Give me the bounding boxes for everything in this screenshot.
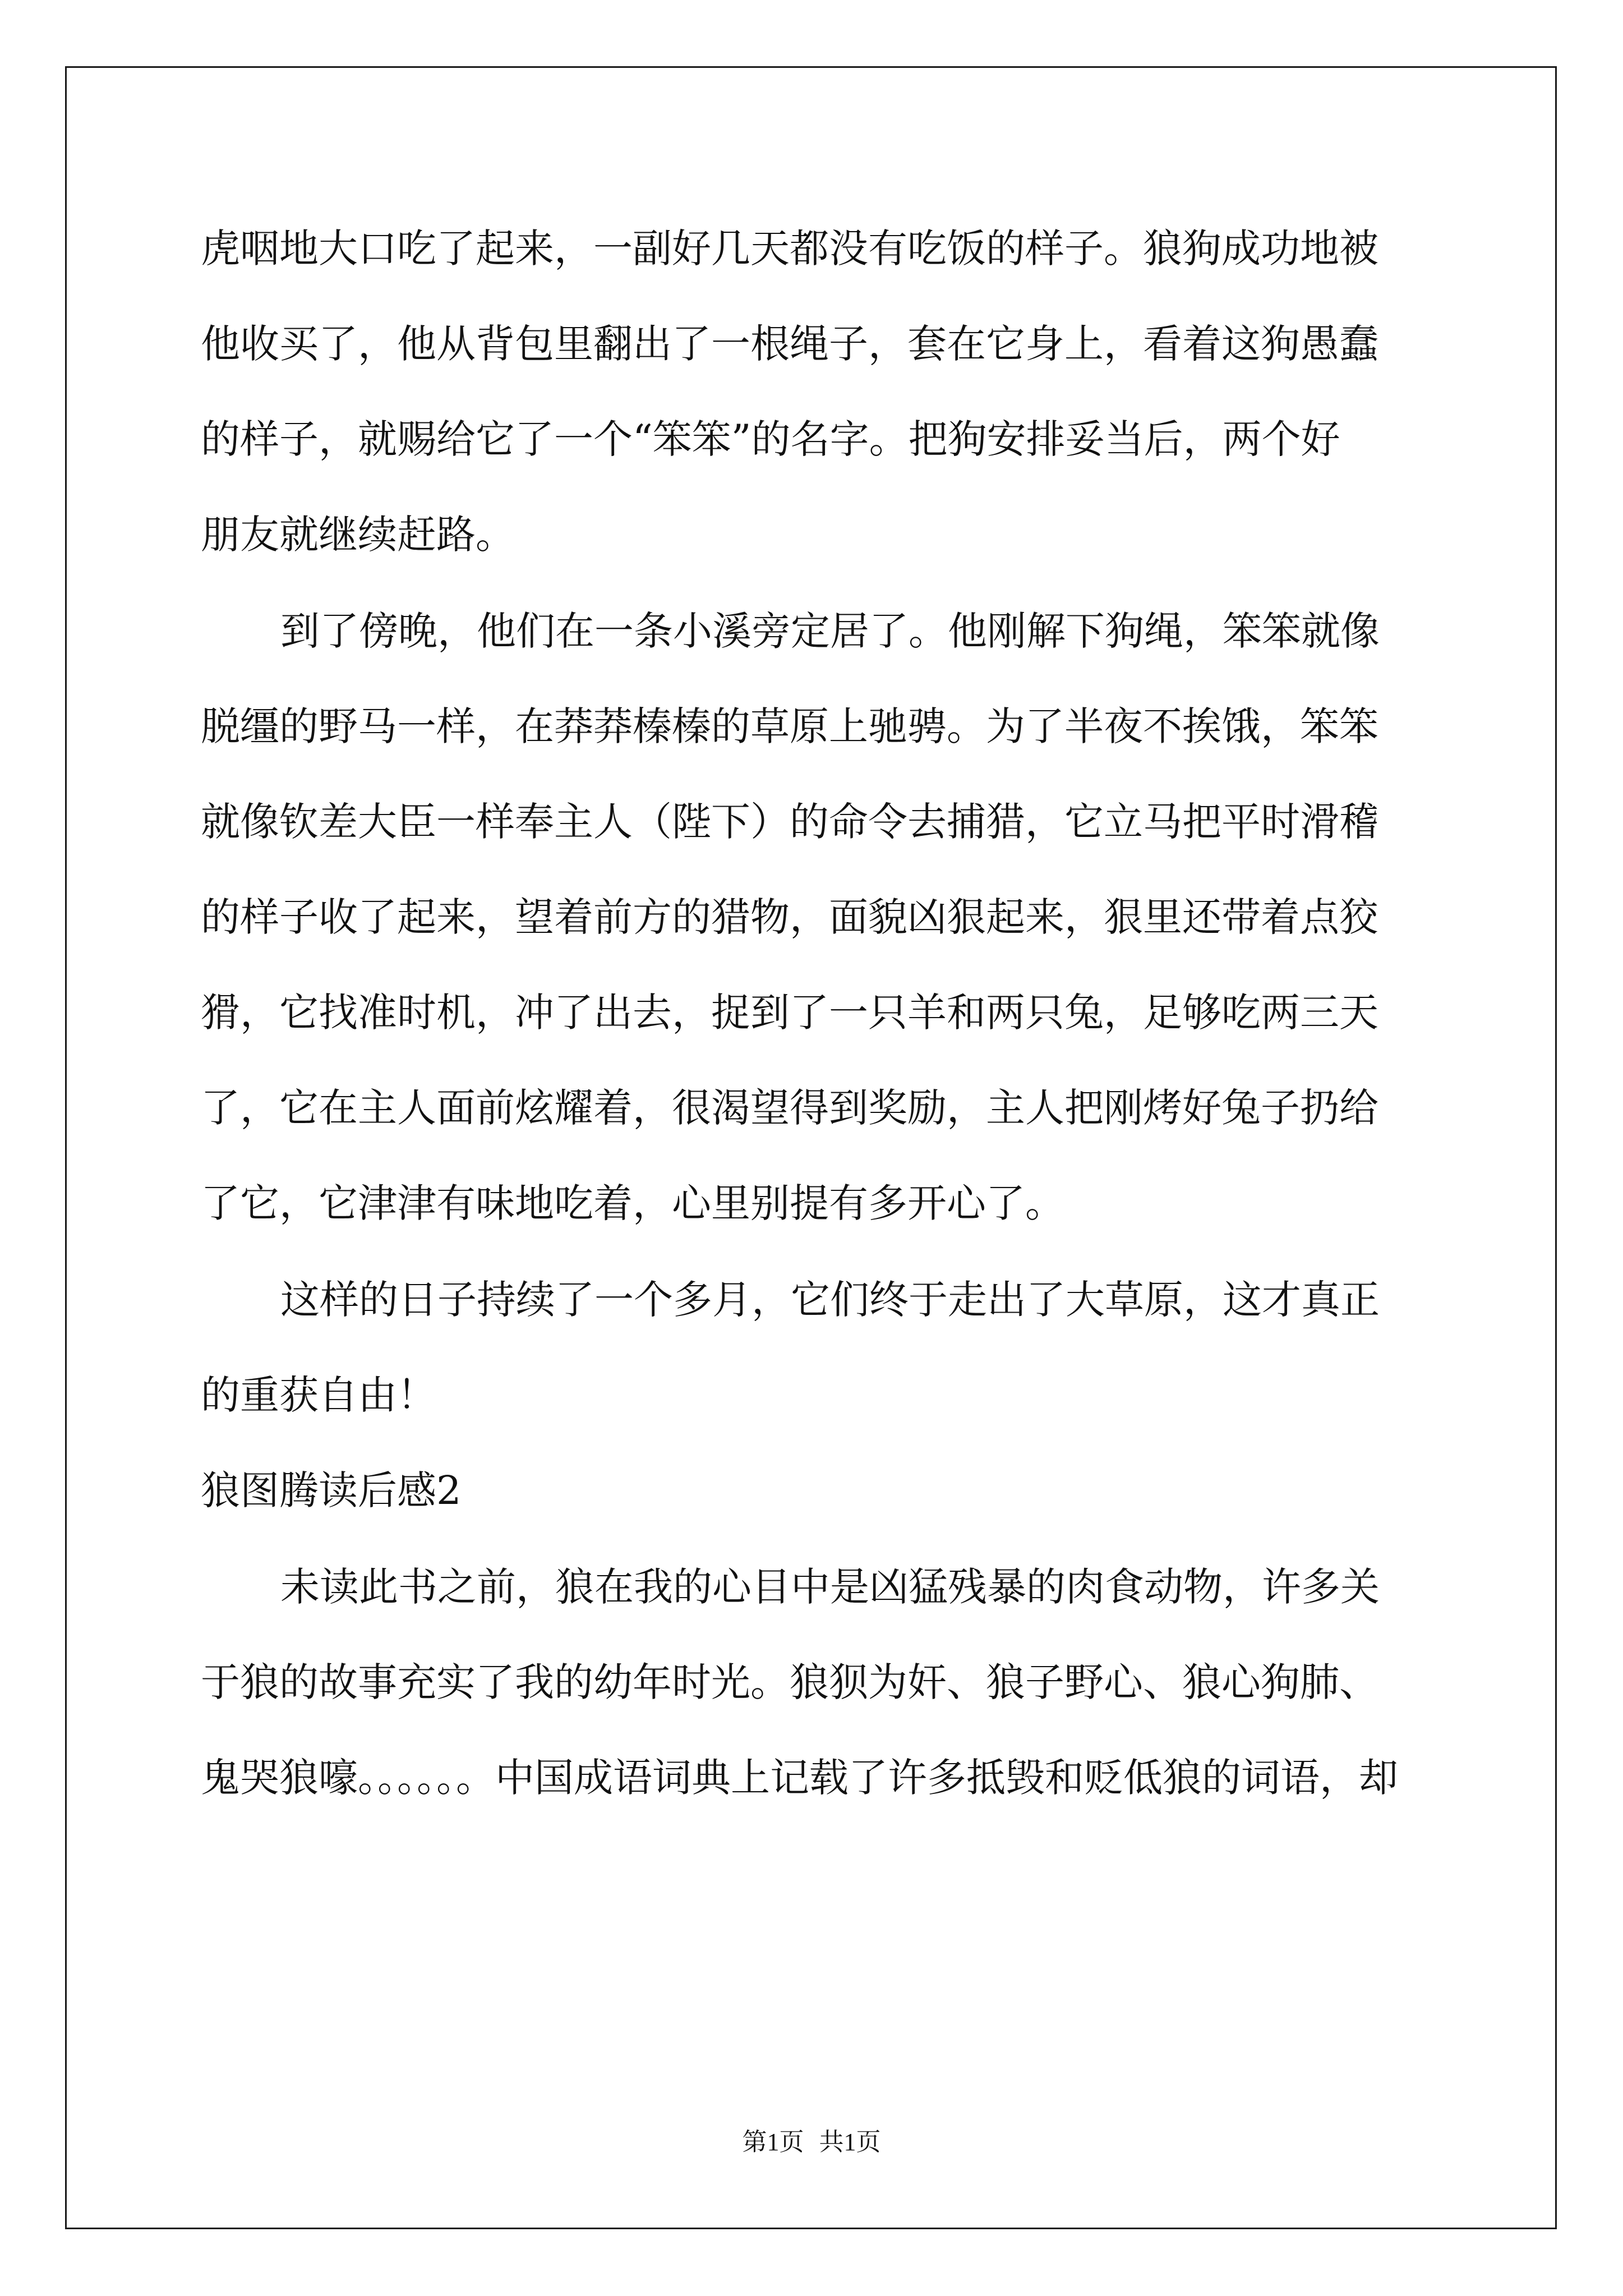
text-line: 他收买了，他从背包里翻出了一根绳子，套在它身上，看着这狗愚蠢: [201, 321, 1378, 367]
page-border: [65, 66, 1557, 2229]
text-line: 猾，它找准时机，冲了出去，捉到了一只羊和两只兔，足够吃两三天: [201, 990, 1378, 1036]
text-line: 的样子收了起来，望着前方的猎物，面貌凶狠起来，狠里还带着点狡: [201, 894, 1378, 940]
page-footer: [0, 2122, 1623, 2157]
text-line: 了它，它津津有味地吃着，心里别提有多开心了。: [201, 1180, 1064, 1226]
text-line: 鬼哭狼嚎。。。。。。中国成语词典上记载了许多抵毁和贬低狼的词语，却: [201, 1755, 1398, 1801]
section-heading: 狼图腾读后感2: [201, 1467, 462, 1513]
text-line: 未读此书之前，狼在我的心目中是凶猛残暴的肉食动物，许多关: [280, 1564, 1380, 1610]
page-total: 共1页: [819, 2128, 881, 2156]
text-line: 就像钦差大臣一样奉主人（陛下）的命令去捕猎，它立马把平时滑稽: [201, 799, 1378, 845]
text-line: 这样的日子持续了一个多月，它们终于走出了大草原，这才真正: [280, 1277, 1380, 1323]
text-line: 虎咽地大口吃了起来，一副好几天都没有吃饭的样子。狼狗成功地被: [201, 226, 1378, 272]
text-line: 到了傍晚，他们在一条小溪旁定居了。他刚解下狗绳，笨笨就像: [280, 608, 1380, 654]
text-line: 了，它在主人面前炫耀着，很渴望得到奖励，主人把刚烤好兔子扔给: [201, 1085, 1378, 1131]
text-line: 朋友就继续赶路。: [201, 512, 515, 558]
text-line: 的样子，就赐给它了一个“笨笨”的名字。把狗安排妥当后，两个好: [201, 416, 1340, 462]
text-line: 的重获自由！: [201, 1372, 436, 1418]
text-line: 于狼的故事充实了我的幼年时光。狼狈为奸、狼子野心、狼心狗肺、: [201, 1659, 1378, 1705]
page-number: 第1页: [742, 2128, 804, 2156]
text-line: 脱缰的野马一样，在莽莽榛榛的草原上驰骋。为了半夜不挨饿，笨笨: [201, 703, 1378, 749]
